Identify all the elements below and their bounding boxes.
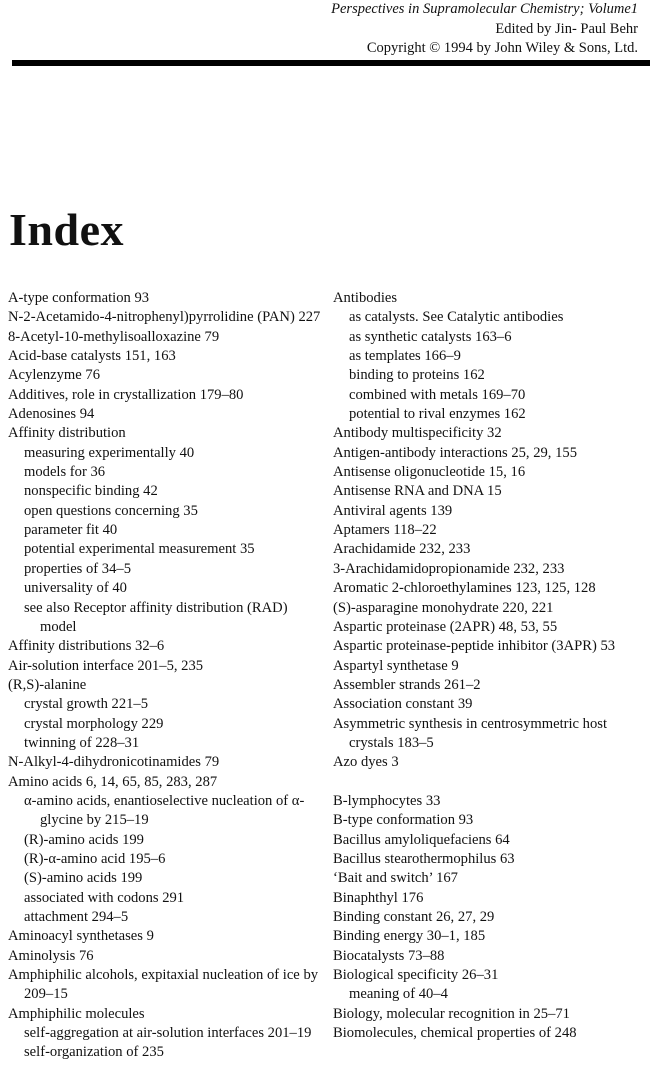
index-subentry: universality of 40 [24, 580, 127, 597]
section-gap [333, 773, 645, 792]
index-entry: Antiviral agents 139 [333, 502, 453, 519]
index-entry: Aminoacyl synthetases 9 [8, 928, 154, 945]
index-subentry: combined with metals 169–70 [349, 386, 526, 403]
index-entry: Affinity distributions 32–6 [8, 638, 165, 655]
index-entry: Biocatalysts 73–88 [333, 947, 445, 964]
book-title: Perspectives in Supramolecular Chemistry; Volume1 [331, 1, 638, 17]
index-entry: Bacillus amyloliquefaciens 64 [333, 831, 510, 848]
index-entry: Arachidamide 232, 233 [333, 541, 471, 558]
index-entry: Antisense RNA and DNA 15 [333, 483, 502, 500]
index-subentry: as templates 166–9 [349, 348, 461, 365]
index-subentry: parameter fit 40 [24, 522, 118, 539]
index-entry: Aromatic 2-chloroethylamines 123, 125, 128 [333, 580, 596, 597]
index-entry: Biology, molecular recognition in 25–71 [333, 1005, 570, 1022]
index-entry: Adenosines 94 [8, 406, 95, 423]
index-entry: (R,S)-alanine [8, 676, 87, 693]
index-entry: Association constant 39 [333, 696, 473, 713]
index-entry: Antibody multispecificity 32 [333, 425, 502, 442]
index-entry: 8-Acetyl-10-methylisoalloxazine 79 [8, 328, 220, 345]
index-entry: Acid-base catalysts 151, 163 [8, 348, 176, 365]
index-subentry: models for 36 [24, 464, 106, 481]
index-entry: Aspartic proteinase (2APR) 48, 53, 55 [333, 618, 558, 635]
index-subentry: binding to proteins 162 [349, 367, 485, 384]
index-subentry: self-organization of 235 [24, 1044, 164, 1061]
index-entry: N-2-Acetamido-4-nitrophenyl)pyrrolidine (PAN) 227 [8, 309, 321, 326]
index-entry: N-Alkyl-4-dihydronicotinamides 79 [8, 754, 220, 771]
index-entry: B-lymphocytes 33 [333, 792, 441, 809]
index-entry: A-type conformation 93 [8, 290, 150, 306]
index-entry: Antigen-antibody interactions 25, 29, 155 [333, 444, 577, 461]
index-entry: Aspartic proteinase-peptide inhibitor (3APR) 53 [333, 638, 616, 655]
index-subentry: see also Receptor affinity distribution (RAD) model [24, 599, 288, 635]
index-entry: Amphiphilic molecules [8, 1005, 145, 1022]
index-subentry: self-aggregation at air-solution interfaces 201–19 [24, 1025, 312, 1042]
index-entry: Acylenzyme 76 [8, 367, 100, 384]
index-subentry: as catalysts. See Catalytic antibodies [349, 309, 564, 326]
index-entry: Antisense oligonucleotide 15, 16 [333, 464, 526, 481]
index-entry: B-type conformation 93 [333, 812, 474, 829]
index-entry: Additives, role in crystallization 179–80 [8, 386, 244, 403]
index-entry: Binding energy 30–1, 185 [333, 928, 486, 945]
copyright-line: Copyright © 1994 by John Wiley & Sons, Ltd. [366, 40, 638, 56]
index-entry: Biological specificity 26–31 [333, 967, 499, 984]
index-subentry: as synthetic catalysts 163–6 [349, 328, 512, 345]
index-subentry: crystal morphology 229 [24, 715, 164, 732]
index-entry: (S)-asparagine monohydrate 220, 221 [333, 599, 554, 616]
index-entry: Bacillus stearothermophilus 63 [333, 850, 515, 867]
editor-line: Edited by Jin- Paul Behr [495, 20, 638, 37]
index-subentry: (R)-amino acids 199 [24, 831, 144, 848]
index-entry: Amphiphilic alcohols, expitaxial nucleation of ice by 209–15 [8, 967, 319, 1003]
index-subentry: (S)-amino acids 199 [24, 870, 143, 887]
index-subentry: (R)-α-amino acid 195–6 [24, 850, 166, 867]
index-entry: Binding constant 26, 27, 29 [333, 909, 495, 925]
index-subentry: associated with codons 291 [24, 889, 185, 906]
index-column-left [8, 289, 326, 1063]
index-entry: Binaphthyl 176 [333, 889, 424, 906]
index-entry: Affinity distribution [8, 425, 126, 442]
index-entry: Aspartyl synthetase 9 [333, 657, 459, 674]
index-subentry: measuring experimentally 40 [24, 444, 195, 461]
running-header [218, 0, 638, 59]
index-entry: Antibodies [333, 290, 398, 306]
index-subentry: open questions concerning 35 [24, 502, 198, 519]
index-entry: Air-solution interface 201–5, 235 [8, 657, 204, 674]
index-entry: 3-Arachidamidopropionamide 232, 233 [333, 560, 565, 577]
index-entry: ‘Bait and switch’ 167 [333, 870, 458, 887]
index-subentry: α-amino acids, enantioselective nucleation of α-glycine by 215–19 [24, 792, 305, 829]
page-title: Index [9, 204, 124, 255]
header-rule [12, 60, 650, 66]
index-entry: Asymmetric synthesis in centrosymmetric host crystals 183–5 [333, 715, 607, 751]
index-entry: Aptamers 118–22 [333, 522, 437, 539]
index-entry: Azo dyes 3 [333, 754, 399, 771]
index-column-right [333, 289, 645, 1043]
index-subentry: attachment 294–5 [24, 909, 129, 925]
index-subentry: crystal growth 221–5 [24, 696, 149, 713]
index-entry: Aminolysis 76 [8, 947, 94, 964]
index-subentry: potential to rival enzymes 162 [349, 406, 526, 423]
index-subentry: nonspecific binding 42 [24, 483, 158, 500]
index-entry: Amino acids 6, 14, 65, 85, 283, 287 [8, 773, 218, 790]
index-entry: Biomolecules, chemical properties of 248 [333, 1025, 577, 1042]
index-subentry: twinning of 228–31 [24, 734, 140, 751]
index-subentry: potential experimental measurement 35 [24, 541, 255, 558]
index-subentry: properties of 34–5 [24, 560, 131, 577]
index-entry: Assembler strands 261–2 [333, 676, 481, 693]
index-subentry: meaning of 40–4 [349, 986, 448, 1003]
